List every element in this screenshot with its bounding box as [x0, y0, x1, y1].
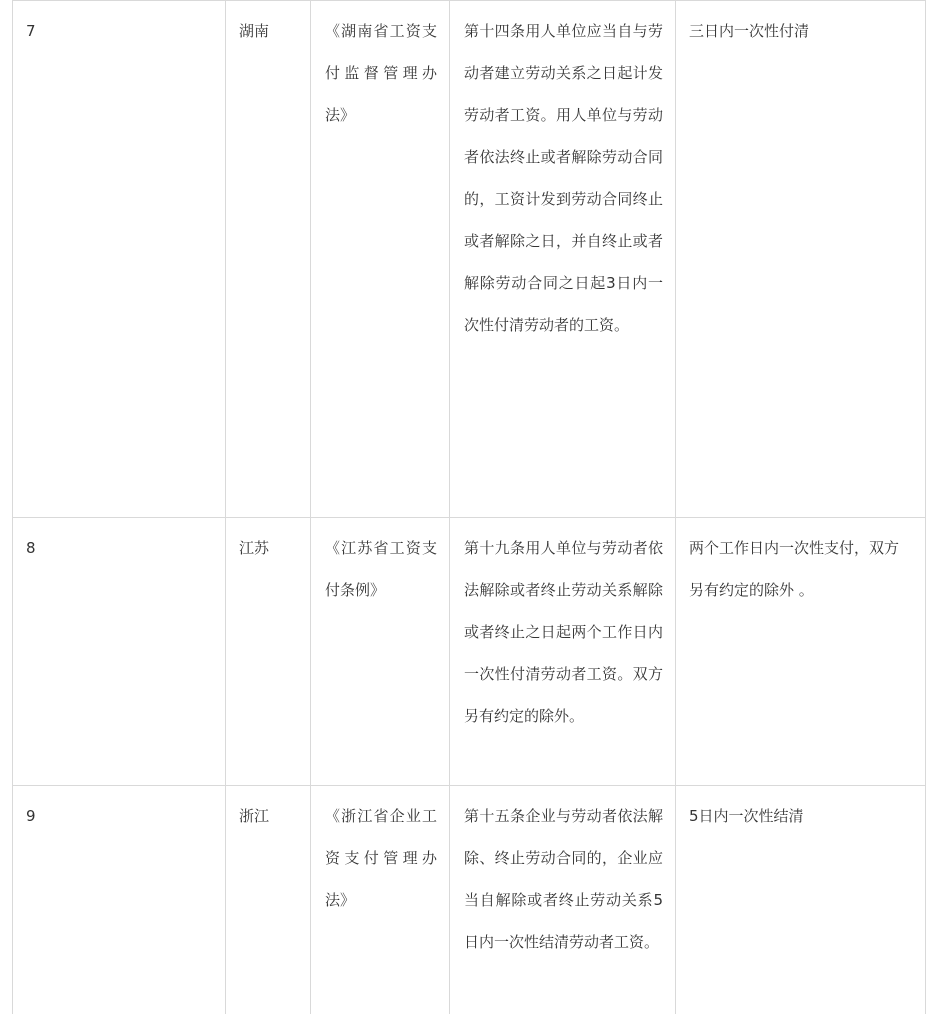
rule-summary: 5日内一次性结清	[689, 807, 804, 825]
law-name: 《湖南省工资支付监督管理办法》	[325, 22, 437, 124]
table-row	[13, 518, 926, 786]
law-name: 《浙江省企业工资支付管理办法》	[325, 807, 437, 909]
rule-cell	[676, 1, 926, 518]
table-row	[13, 786, 926, 1014]
provision-cell	[450, 1, 676, 518]
province: 浙江	[239, 807, 270, 825]
rule-cell	[676, 786, 926, 1014]
provision-cell	[450, 786, 676, 1014]
rule-summary: 三日内一次性付清	[689, 22, 810, 40]
row-number: 9	[26, 807, 36, 825]
provision-text: 第十五条企业与劳动者依法解除、终止劳动合同的，企业应当自解除或者终止劳动关系5日内一次性结清劳动者工资。	[464, 807, 663, 951]
table-row	[13, 1, 926, 518]
provision-text: 第十九条用人单位与劳动者依法解除或者终止劳动关系解除或者终止之日起两个工作日内一次性付清劳动者工资。双方另有约定的除外。	[464, 539, 663, 725]
law-name: 《江苏省工资支付条例》	[325, 539, 437, 599]
provision-cell	[450, 518, 676, 786]
law-name-cell	[311, 518, 450, 786]
province: 江苏	[239, 539, 270, 557]
province-cell	[226, 786, 311, 1014]
rule-cell	[676, 518, 926, 786]
row-number-cell	[13, 1, 226, 518]
provision-text: 第十四条用人单位应当自与劳动者建立劳动关系之日起计发劳动者工资。用人单位与劳动者依法终止或者解除劳动合同的，工资计发到劳动合同终止或者解除之日，并自终止或者解除劳动合同之日起3日内一次性付清劳动者的工资。	[464, 22, 663, 334]
row-number-cell	[13, 518, 226, 786]
rule-summary: 两个工作日内一次性支付，双方另有约定的除外 。	[689, 539, 900, 599]
province: 湖南	[239, 22, 270, 40]
row-number: 7	[26, 22, 36, 40]
row-number: 8	[26, 539, 36, 557]
law-name-cell	[311, 1, 450, 518]
law-name-cell	[311, 786, 450, 1014]
province-cell	[226, 518, 311, 786]
row-number-cell	[13, 786, 226, 1014]
wage-payment-regulations-table	[12, 0, 926, 1014]
province-cell	[226, 1, 311, 518]
